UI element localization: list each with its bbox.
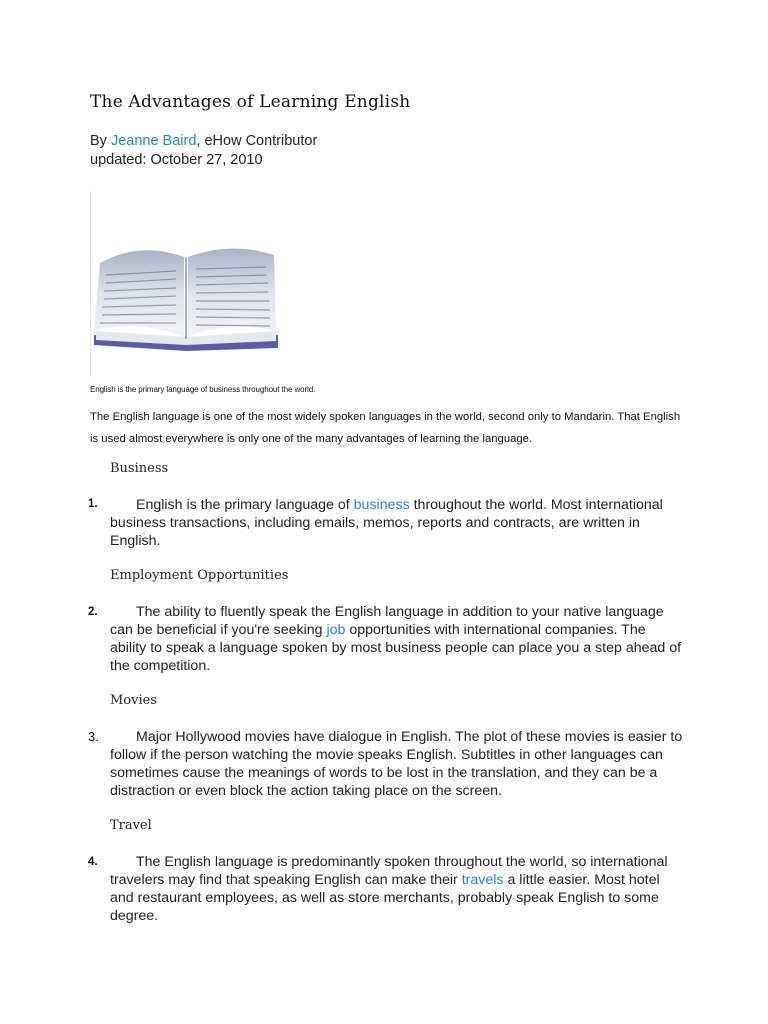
list-item	[110, 496, 685, 550]
open-book-illustration	[90, 191, 279, 377]
list-item	[110, 853, 685, 925]
business-link[interactable]: business	[353, 497, 410, 513]
section-heading: Travel	[110, 818, 152, 833]
list-item	[110, 603, 685, 675]
section-heading: Movies	[110, 693, 158, 708]
list-number: 3.	[88, 729, 99, 744]
list-number: 2.	[88, 606, 98, 618]
left-page	[94, 250, 184, 337]
author-link[interactable]: Jeanne Baird	[110, 133, 197, 149]
item-text: Major Hollywood movies have dialogue in English. The plot of these movies is easier to follow if the person watching the movie speaks English. Subtitles in other languages can sometimes cause the meanings of words to be lost in the translation, and they can be a distraction or even block the action taking place on the screen.	[110, 729, 683, 799]
article-image	[90, 191, 279, 377]
section-heading: Business	[110, 461, 169, 476]
intro-paragraph: The English language is one of the most widely spoken languages in the world, second only to Mandarin. That English is used almost everywhere is only one of the many advantages of learning the language.	[90, 411, 681, 445]
item-text: The ability to fluently speak the English language in addition to your native language can be beneficial if you're seeking	[110, 604, 664, 638]
list-number: 1.	[88, 498, 98, 510]
item-text: opportunities with international companies. The ability to speak a language spoken by most business people can place you a step ahead of the competition.	[110, 622, 682, 674]
contributor-label: , eHow Contributor	[196, 133, 318, 149]
item-text: a little easier. Most hotel and restaurant employees, as well as store merchants, probably speak English to some degree.	[110, 872, 660, 924]
item-text: The English language is predominantly spoken throughout the world, so international travelers may find that speaking English can make their	[110, 854, 668, 888]
item-text: throughout the world. Most international business transactions, including emails, memos, reports and contracts, are written in English.	[110, 497, 663, 549]
item-text: English is the primary language of	[136, 497, 354, 513]
list-number: 4.	[88, 856, 98, 868]
article-title: The Advantages of Learning English	[90, 92, 411, 112]
travels-link[interactable]: travels	[461, 872, 504, 888]
list-item	[110, 728, 685, 800]
image-caption: English is the primary language of business throughout the world.	[90, 385, 316, 394]
job-link[interactable]: job	[326, 622, 346, 638]
author-line	[90, 132, 317, 151]
section-heading: Employment Opportunities	[110, 568, 289, 583]
byline	[90, 132, 317, 170]
by-label: By	[90, 133, 111, 149]
updated-date: updated: October 27, 2010	[90, 152, 263, 168]
